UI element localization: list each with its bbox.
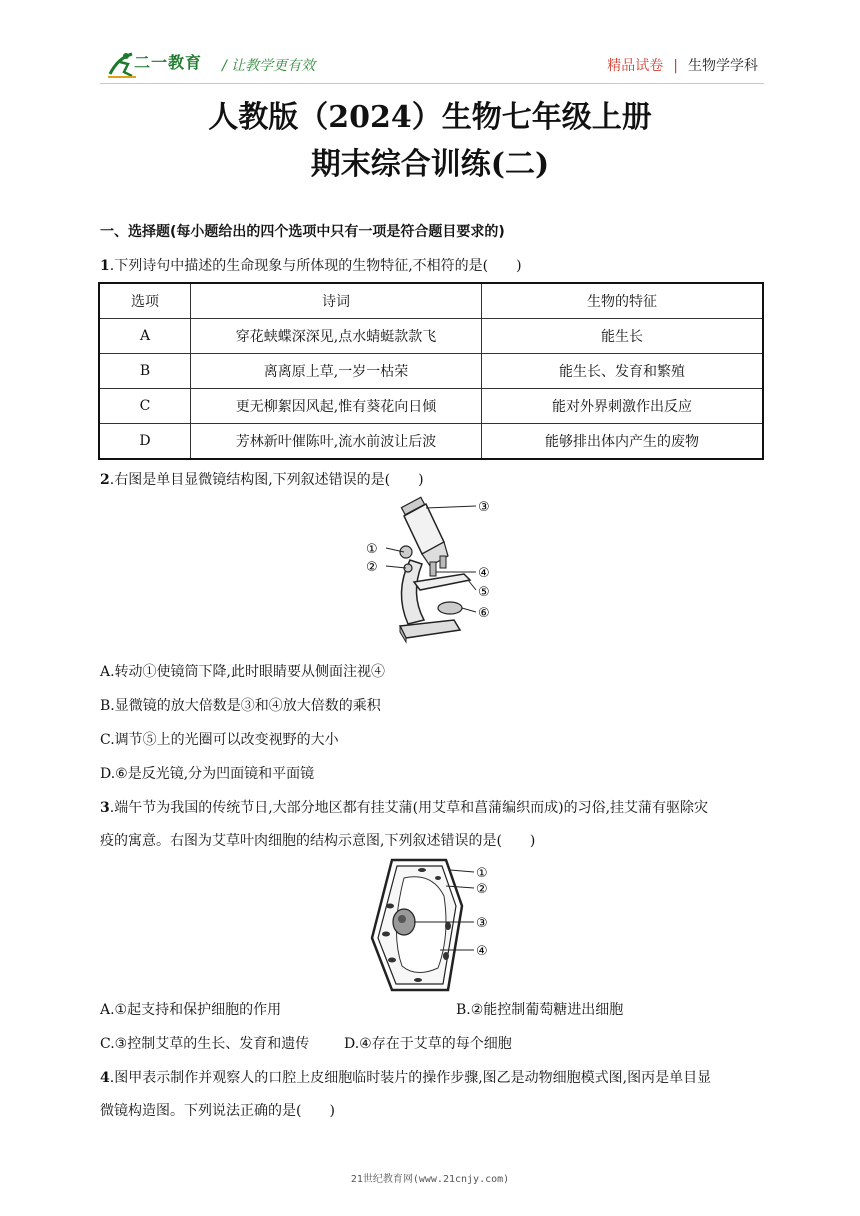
table-cell: D	[99, 424, 191, 460]
table-cell: 能对外界刺激作出反应	[482, 389, 764, 424]
question-text: .右图是单目显微镜结构图,下列叙述错误的是( )	[109, 472, 424, 488]
table-cell: 更无柳絮因风起,惟有葵花向日倾	[191, 389, 482, 424]
header-tag: 精品试卷	[607, 58, 664, 74]
slogan: / 让教学更有效	[222, 58, 316, 74]
table-row	[99, 424, 763, 460]
table-cell: A	[99, 319, 191, 354]
table-row	[99, 319, 763, 354]
table-header: 生物的特征	[482, 283, 764, 319]
option-b: B.显微镜的放大倍数是③和④放大倍数的乘积	[100, 698, 381, 714]
cell-figure	[362, 856, 502, 996]
table-cell: 离离原上草,一岁一枯荣	[191, 354, 482, 389]
question-3	[100, 798, 708, 818]
question-3-cont: 疫的寓意。右图为艾草叶肉细胞的结构示意图,下列叙述错误的是( )	[100, 833, 536, 849]
page-header	[100, 44, 764, 84]
microscope-figure	[364, 496, 500, 646]
question-number: 2	[100, 472, 110, 488]
figure-label: ④	[478, 566, 490, 581]
figure-label: ④	[476, 944, 488, 959]
table-row	[99, 354, 763, 389]
header-tags	[607, 55, 758, 75]
question-text: .端午节为我国的传统节日,大部分地区都有挂艾蒲(用艾草和菖蒲编织而成)的习俗,挂艾蒲有驱除灾	[109, 800, 709, 816]
question-1	[100, 256, 522, 276]
table-cell: 能生长、发育和繁殖	[482, 354, 764, 389]
plant-cell-icon	[362, 856, 502, 996]
question-number: 1	[100, 258, 110, 274]
option-a: A.转动①使镜筒下降,此时眼睛要从侧面注视④	[100, 664, 386, 680]
page-title: 人教版（2024）生物七年级上册	[208, 100, 652, 135]
question-4	[100, 1068, 711, 1088]
figure-label: ②	[366, 560, 378, 575]
table-cell: C	[99, 389, 191, 424]
table-header-row	[99, 283, 763, 319]
figure-label: ⑥	[478, 606, 490, 621]
page-footer: 21世纪教育网(www.21cnjy.com)	[350, 1174, 510, 1185]
figure-label: ①	[366, 542, 378, 557]
table-cell: 能生长	[482, 319, 764, 354]
table-cell: 穿花蛱蝶深深见,点水蜻蜓款款飞	[191, 319, 482, 354]
figure-label: ⑤	[478, 585, 490, 600]
question-text: .图甲表示制作并观察人的口腔上皮细胞临时装片的操作步骤,图乙是动物细胞模式图,图丙是单目显	[109, 1070, 712, 1086]
table-cell: 芳林新叶催陈叶,流水前波让后波	[191, 424, 482, 460]
page-subtitle: 期末综合训练(二)	[310, 147, 550, 182]
table-cell: 能够排出体内产生的废物	[482, 424, 764, 460]
section-heading: 一、选择题(每小题给出的四个选项中只有一项是符合题目要求的)	[100, 224, 505, 240]
option-a: A.①起支持和保护细胞的作用	[100, 1002, 282, 1018]
logo-text: 二一教育	[134, 53, 203, 72]
option-c: C.③控制艾草的生长、发育和遗传	[100, 1036, 310, 1052]
table-header: 选项	[99, 283, 191, 319]
figure-label: ③	[476, 916, 488, 931]
question-4-cont: 微镜构造图。下列说法正确的是( )	[100, 1103, 335, 1119]
figure-label: ③	[478, 500, 490, 515]
figure-label: ①	[476, 866, 488, 881]
question-number: 4	[100, 1070, 110, 1086]
table-cell: B	[99, 354, 191, 389]
question-2	[100, 470, 424, 490]
question-text: .下列诗句中描述的生命现象与所体现的生物特征,不相符的是( )	[109, 258, 522, 274]
header-separator: |	[673, 58, 678, 74]
figure-label: ②	[476, 882, 488, 897]
option-d: D.⑥是反光镜,分为凹面镜和平面镜	[100, 766, 315, 782]
option-d: D.④存在于艾草的每个细胞	[344, 1036, 512, 1052]
option-b: B.②能控制葡萄糖进出细胞	[456, 1002, 624, 1018]
header-divider	[100, 83, 764, 84]
header-subject: 生物学学科	[688, 58, 758, 74]
options-table	[98, 282, 764, 460]
microscope-icon	[364, 496, 500, 646]
table-header: 诗词	[191, 283, 482, 319]
question-number: 3	[100, 800, 110, 816]
option-c: C.调节⑤上的光圈可以改变视野的大小	[100, 732, 339, 748]
table-row	[99, 389, 763, 424]
